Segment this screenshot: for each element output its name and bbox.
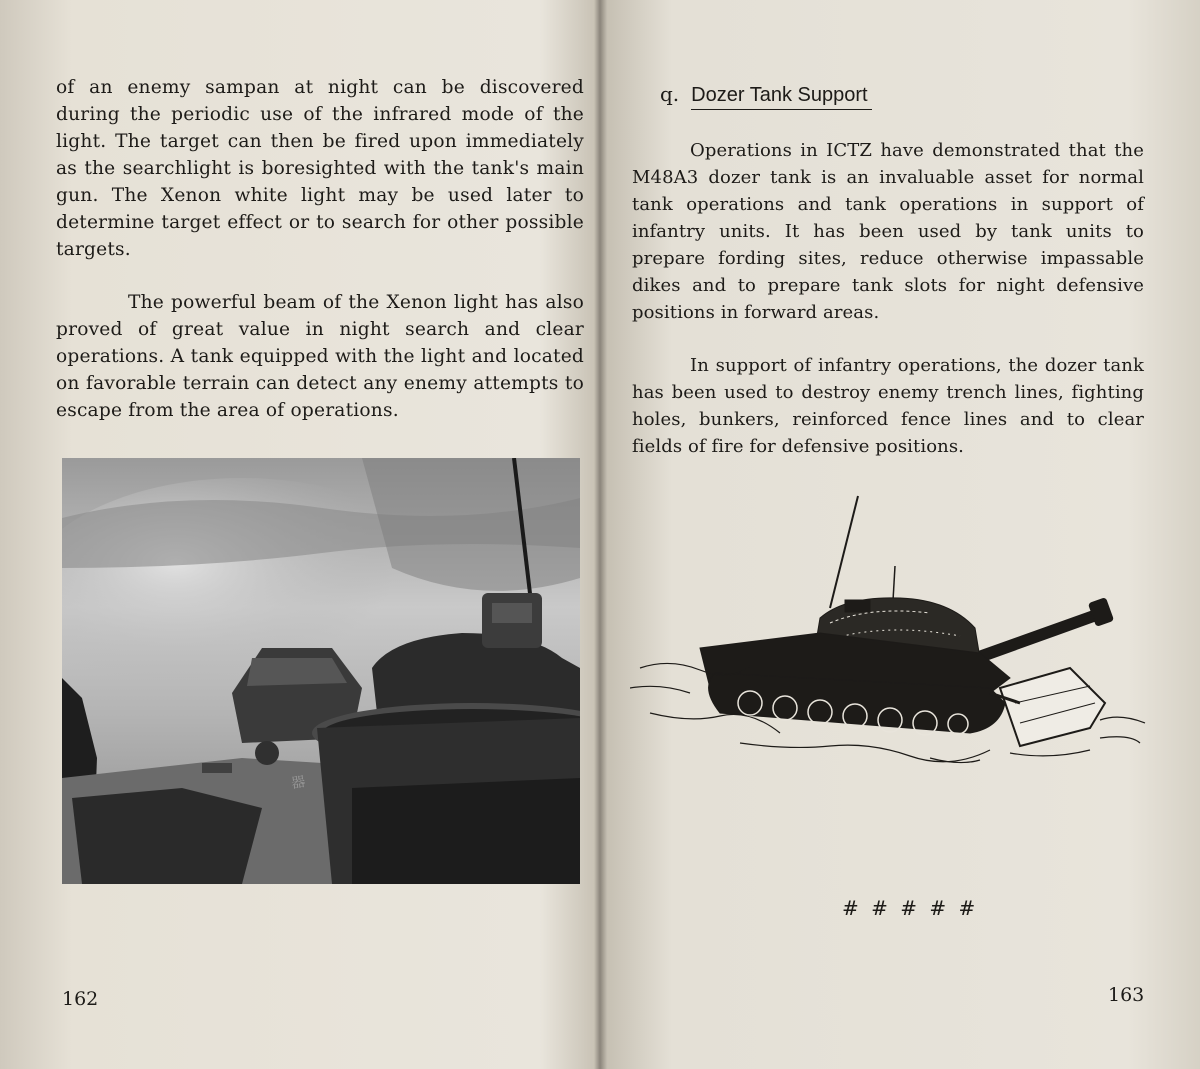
tank-turret-photo	[62, 458, 580, 884]
right-paragraph-2: In support of infantry operations, the dozer tank has been used to destroy enemy trench lines, fighting holes, bunkers, reinforced fence lines and to clear fields of fire for defensive positions.	[632, 355, 1144, 457]
svg-text:器: 器	[290, 773, 307, 791]
section-letter: q.	[660, 82, 680, 106]
left-page	[0, 0, 598, 1069]
left-paragraph-1: of an enemy sampan at night can be discovered during the periodic use of the infrared mode of the light. The target can then be fired upon immediately as the searchlight is boresighted with the tank's main gun. The Xenon white light may be used later to determine target effect or to search for other possible targets.	[56, 77, 584, 260]
left-paragraph-2: The powerful beam of the Xenon light has also proved of great value in night search and clear operations. A tank equipped with the light and located on favorable terrain can detect any enemy attempts to escape from the area of operations.	[56, 292, 584, 421]
section-title: Dozer Tank Support	[691, 84, 871, 110]
page-number-left: 162	[62, 988, 99, 1010]
end-of-section-marks: # # # # #	[842, 896, 979, 920]
section-heading	[660, 82, 872, 110]
left-page-text	[56, 74, 584, 424]
right-paragraph-1: Operations in ICTZ have demonstrated that the M48A3 dozer tank is an invaluable asset for normal tank operations and tank operations in support of infantry units. It has been used by tank units to prepare fording sites, reduce otherwise impassable dikes and to prepare tank slots for night defensive positions in forward areas.	[632, 140, 1144, 323]
page-number-right: 163	[1108, 984, 1145, 1006]
right-page	[602, 0, 1200, 1069]
right-page-text	[632, 137, 1144, 460]
dozer-tank-illustration	[630, 488, 1150, 780]
